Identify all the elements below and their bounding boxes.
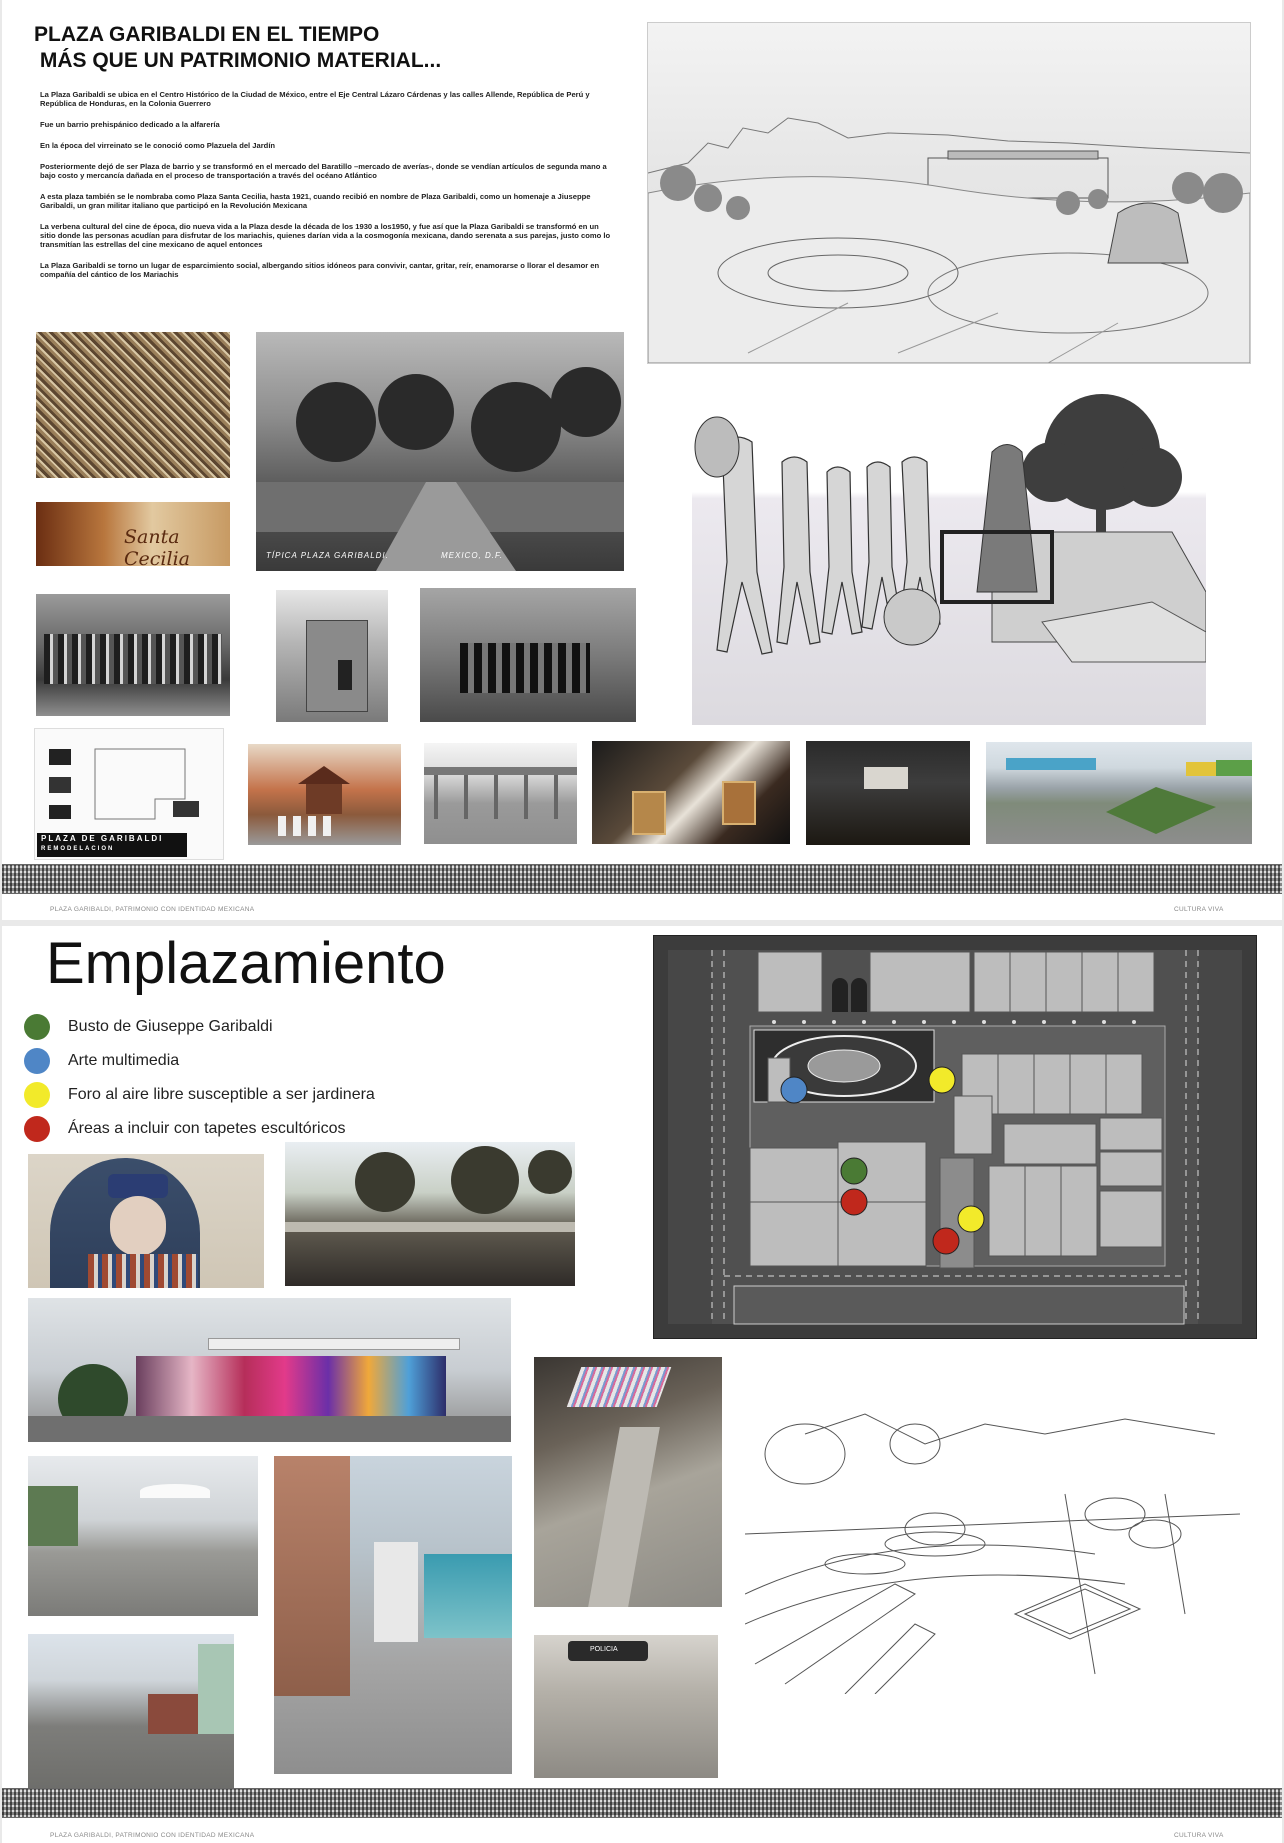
- legend-label: Busto de Giuseppe Garibaldi: [68, 1018, 273, 1035]
- marker-busto-icon: [841, 1158, 867, 1184]
- decorative-band: [2, 1788, 1282, 1818]
- night-cinema-photo: [806, 741, 970, 845]
- street-corner-old-photo: [276, 590, 388, 722]
- history-paragraph: Fue un barrio prehispánico dedicado a la alfarería: [40, 120, 220, 129]
- poster-sheet-history: [2, 0, 1282, 920]
- mariachi-sculpture-render: [692, 392, 1206, 725]
- avenue-palms-photo: [28, 1634, 234, 1788]
- photo-caption-typical: TÍPICA PLAZA GARIBALDI.: [266, 551, 389, 560]
- historic-market-painting: [36, 332, 230, 478]
- footer-right: CULTURA VIVA: [1174, 906, 1224, 913]
- legend-item: [24, 1112, 375, 1146]
- history-paragraph: La Plaza Garibaldi se ubica en el Centro Histórico de la Ciudad de México, entre el Eje Central Lázaro Cárdenas y las calles Allende, República de Perú y República de Honduras, en la Colonia Guerrero: [40, 90, 590, 108]
- blue-dot-icon: [24, 1048, 50, 1074]
- legend-label: Foro al aire libre susceptible a ser jardinera: [68, 1086, 375, 1103]
- santa-cecilia-label: Santa Cecilia: [124, 526, 190, 566]
- history-paragraph: La verbena cultural del cine de época, dio nueva vida a la Plaza desde la década de los 1930 a los1950, y fue así que la Plaza Garibaldi se transformó en un sitio donde las personas acudían para disfrutar de los mariachis, quienes darían vida a la cosmogonía mexicana, dando serenata a sus parejas, justo como lo transmitían las estrellas del cine mexicano de aquel entonces: [40, 222, 611, 249]
- history-text: [40, 90, 614, 291]
- legend-label: Áreas a incluir con tapetes escultóricos: [68, 1120, 346, 1137]
- history-paragraph: A esta plaza también se le nombraba como Plaza Santa Cecilia, hasta 1921, cuando recibió en nombre de Plaza Garibaldi, como un homenaje a Jiuseppe Garibaldi, un gran militar italiano que participó en la Revolución Mexicana: [40, 192, 591, 210]
- mariachis-wall-old-photo: [420, 588, 636, 722]
- footer-left: PLAZA GARIBALDI, PATRIMONIO CON IDENTIDAD MEXICANA: [50, 906, 255, 913]
- poster-sheet-emplazamiento: [2, 926, 1282, 1843]
- plan-subcaption: REMODELACION: [41, 846, 115, 852]
- yellow-dot-icon: [24, 1082, 50, 1108]
- title-line-1: PLAZA GARIBALDI EN EL TIEMPO: [34, 23, 380, 46]
- history-paragraph: La Plaza Garibaldi se torno un lugar de esparcimiento social, albergando sitios idóneos para convivir, cantar, gritar, reír, enamorarse o llorar el desamor en compañía del cántico de los Mariachis: [40, 261, 600, 279]
- plaza-evening-render: [285, 1142, 575, 1286]
- history-paragraph: En la época del virreinato se le conoció como Plazuela del Jardín: [40, 141, 276, 150]
- legend-label: Arte multimedia: [68, 1052, 180, 1069]
- red-dot-icon: [24, 1116, 50, 1142]
- site-plan: [653, 935, 1257, 1339]
- plaza-line-sketch: [745, 1394, 1240, 1694]
- historic-plaza-photo: [256, 332, 624, 571]
- site-legend: [24, 1010, 375, 1146]
- marker-foro-icon: [958, 1206, 984, 1232]
- arcade-photo: [424, 743, 577, 844]
- photo-caption-mexico: MEXICO, D.F.: [441, 551, 504, 560]
- arcade-street-photo: [274, 1456, 512, 1774]
- police-label: POLICIA: [590, 1646, 618, 1653]
- marker-multimedia-icon: [781, 1077, 807, 1103]
- mariachi-paintings-photo: [592, 741, 790, 844]
- aerial-plaza-photo: [986, 742, 1252, 844]
- remodel-plan-drawing: [34, 728, 224, 860]
- legend-item: [24, 1044, 375, 1078]
- title-line-2: MÁS QUE UN PATRIMONIO MATERIAL...: [34, 49, 442, 72]
- garibaldi-bust-image: [28, 1154, 264, 1288]
- plaza-street-photo: [28, 1456, 258, 1616]
- footer-right: CULTURA VIVA: [1174, 1832, 1224, 1839]
- legend-item: [24, 1010, 375, 1044]
- bench-detail-photo: [534, 1357, 722, 1607]
- sheet-title: [34, 22, 441, 74]
- footer-left: PLAZA GARIBALDI, PATRIMONIO CON IDENTIDAD MEXICANA: [50, 1832, 255, 1839]
- legend-item: [24, 1078, 375, 1112]
- kiosk-photo: [248, 744, 401, 845]
- history-paragraph: Posteriormente dejó de ser Plaza de barrio y se transformó en el mercado del Baratillo –mercado de averías-, donde se vendían artículos de segunda mano a bajo costo y mercancía dañada en el proceso de transportación a través del océano Atlántico: [40, 162, 607, 180]
- mariachi-group-old-photo: [36, 594, 230, 716]
- marker-tapete-icon: [933, 1228, 959, 1254]
- marker-tapete-icon: [841, 1189, 867, 1215]
- santa-cecilia-painting: [36, 502, 230, 566]
- plaza-perspective-sketch: [647, 22, 1251, 364]
- multimedia-wall-render: [28, 1298, 511, 1442]
- decorative-band: [2, 864, 1282, 894]
- section-title: Emplazamiento: [46, 931, 446, 996]
- plan-caption: PLAZA DE GARIBALDI: [41, 834, 164, 843]
- green-dot-icon: [24, 1014, 50, 1040]
- police-car-photo: [534, 1635, 718, 1778]
- marker-foro-icon: [929, 1067, 955, 1093]
